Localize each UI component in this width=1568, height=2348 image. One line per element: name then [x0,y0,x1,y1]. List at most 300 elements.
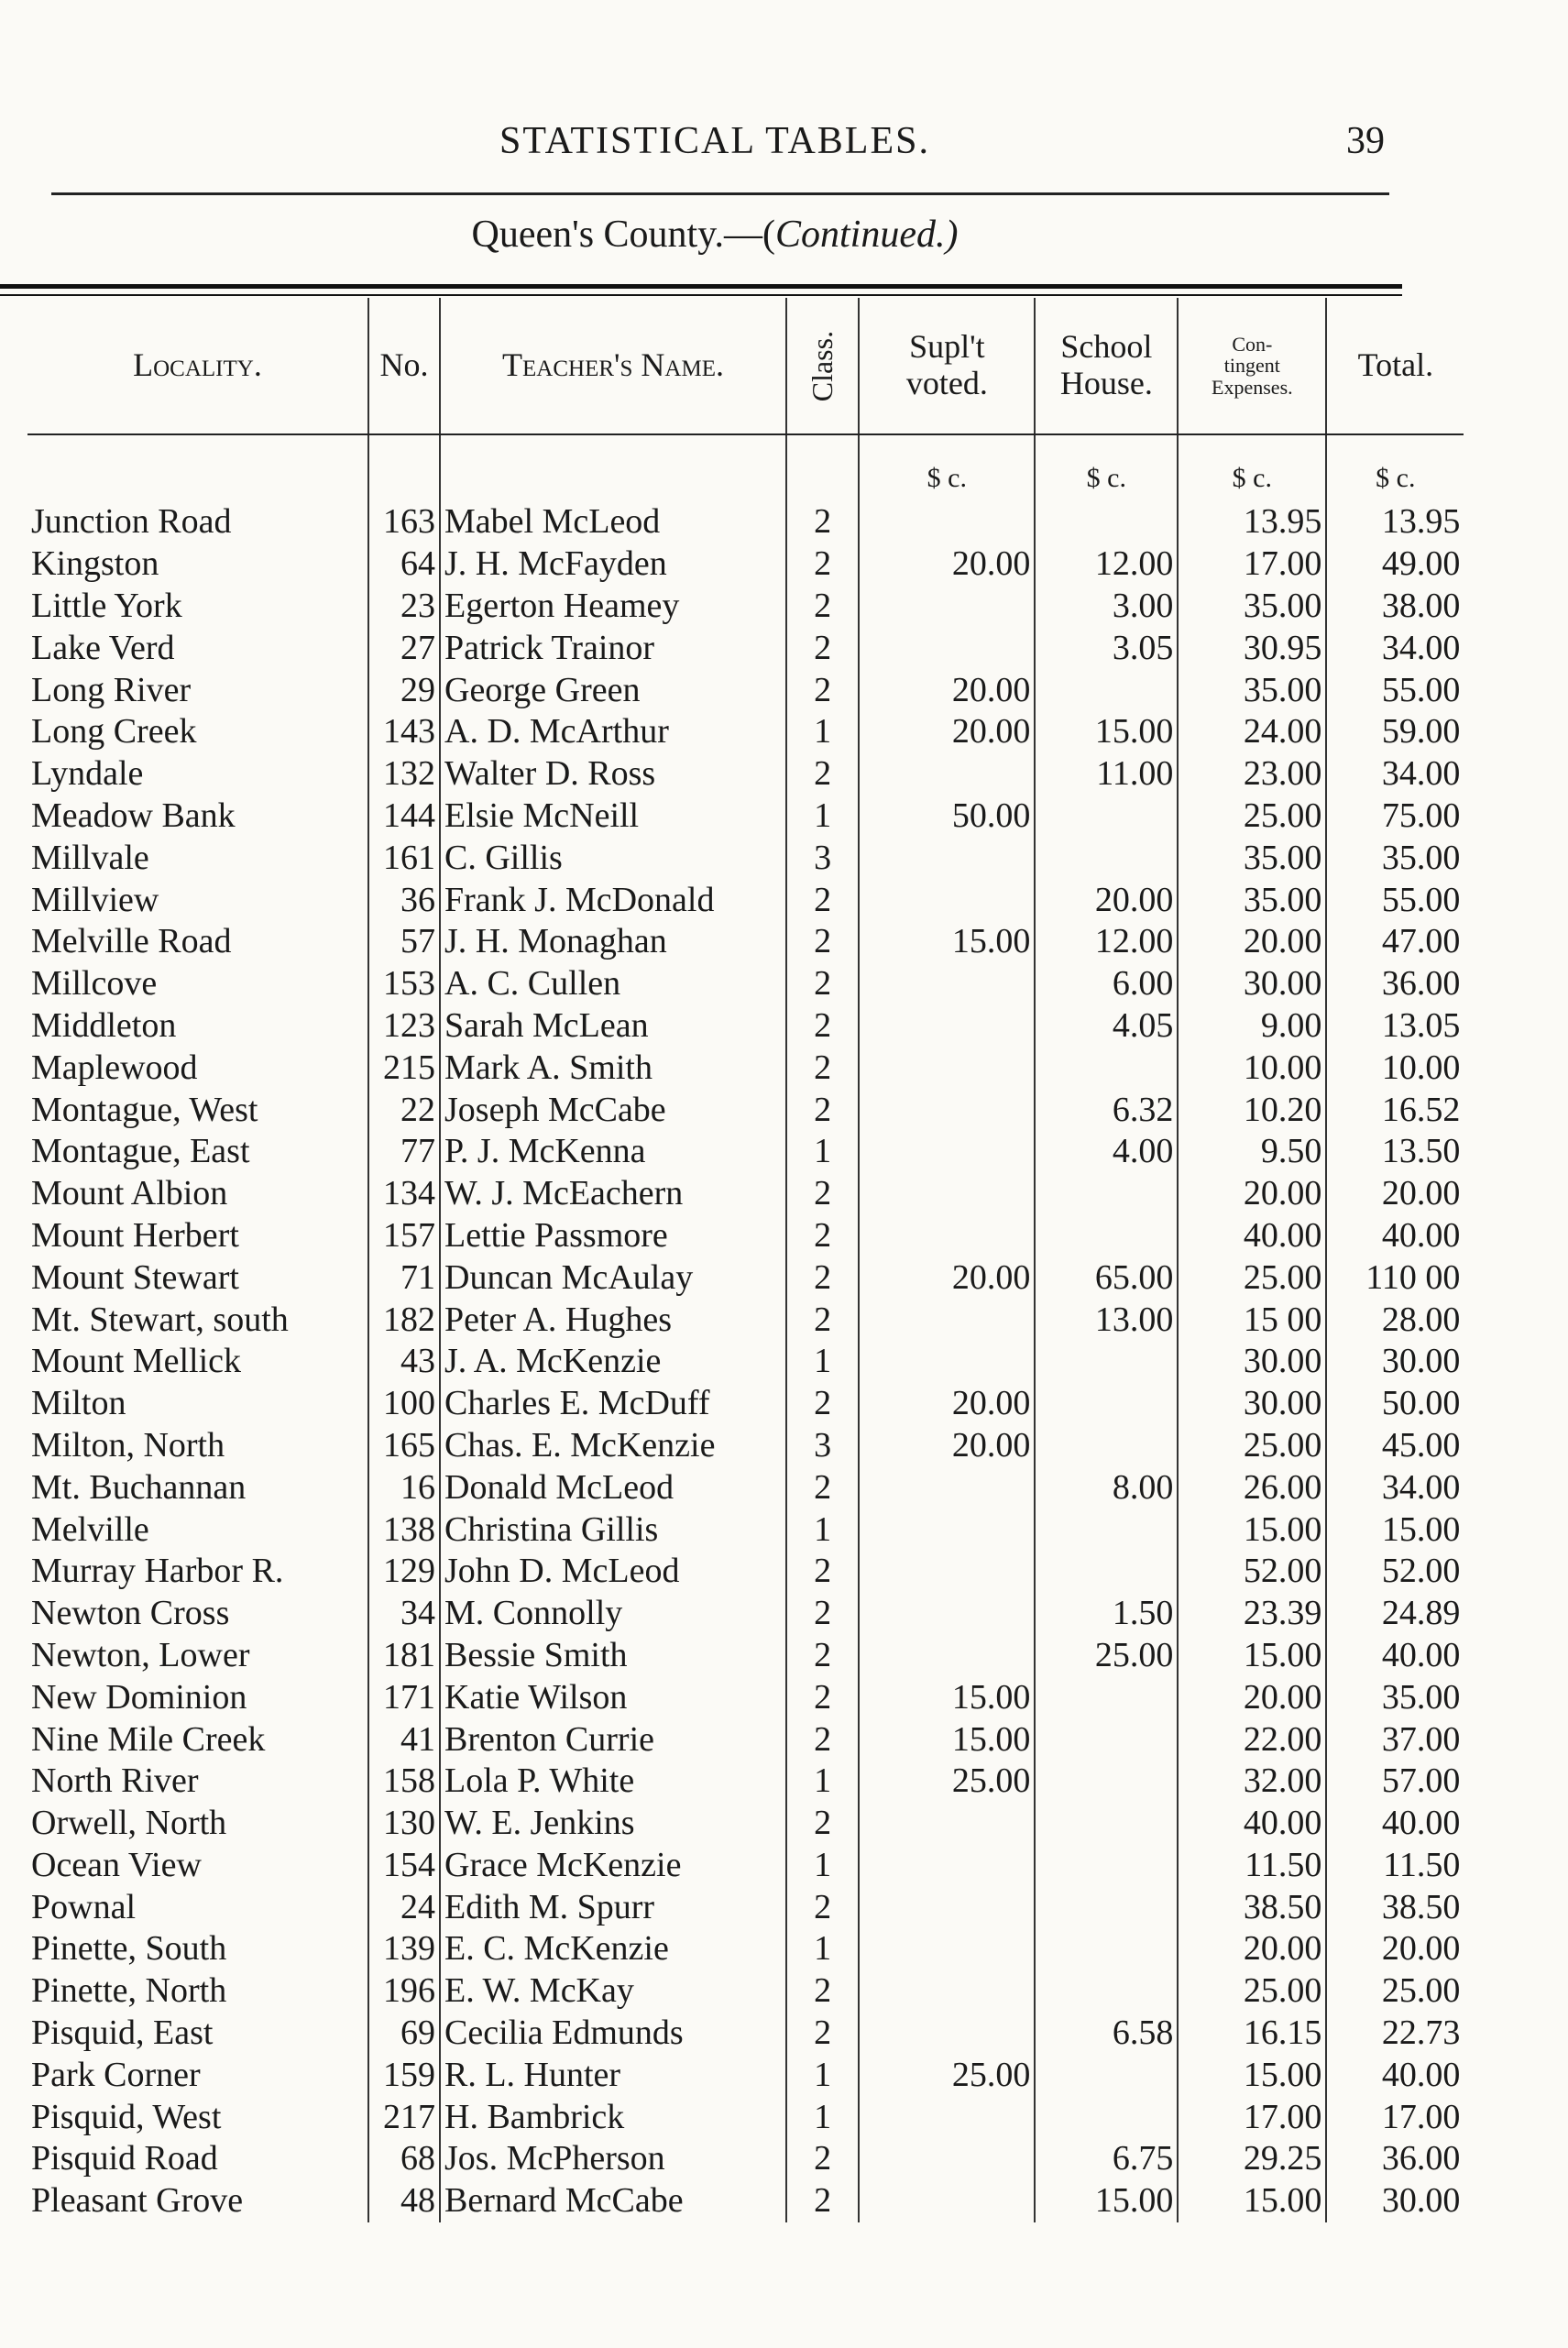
table-row [27,1928,1464,1970]
class-cell: 1 [786,1131,859,1173]
contingent-cell: 20.00 [1178,1928,1326,1970]
teacher-name-cell: Joseph McCabe [440,1089,786,1131]
class-cell: 2 [786,1047,859,1089]
supl-voted-cell: 20.00 [859,711,1035,753]
teacher-name-cell: E. W. McKay [440,1970,786,2013]
class-cell: 2 [786,963,859,1005]
contingent-cell: 29.25 [1178,2138,1326,2180]
contingent-cell: 30.00 [1178,963,1326,1005]
table-row [27,2054,1464,2096]
teacher-name-cell: Donald McLeod [440,1466,786,1509]
contingent-cell: 15 00 [1178,1299,1326,1341]
col-header-supl-line2: voted. [905,365,988,401]
school-house-cell: 3.00 [1035,586,1178,628]
units-cell-empty [786,434,859,501]
locality-cell: Newton Cross [31,1594,230,1633]
supl-voted-cell [859,2138,1035,2180]
school-house-cell [1035,1215,1178,1257]
teacher-name-cell: Peter A. Hughes [440,1299,786,1341]
school-number-cell: 57 [368,921,440,963]
school-house-cell: 13.00 [1035,1299,1178,1341]
school-number-cell: 100 [368,1383,440,1425]
class-cell: 1 [786,1509,859,1551]
contingent-cell: 35.00 [1178,837,1326,879]
class-cell: 1 [786,1845,859,1887]
teacher-name-cell: Bessie Smith [440,1635,786,1677]
table-row [27,1383,1464,1425]
table-row [27,1509,1464,1551]
supl-voted-cell [859,1886,1035,1928]
school-number-cell: 153 [368,963,440,1005]
table-row [27,1005,1464,1048]
total-cell: 40.00 [1326,1803,1464,1845]
school-house-cell [1035,1047,1178,1089]
table-row [27,543,1464,586]
total-cell: 24.89 [1326,1593,1464,1635]
total-cell: 34.00 [1326,1466,1464,1509]
units-row [27,434,1464,501]
school-house-cell: 6.00 [1035,963,1178,1005]
locality-cell: Lake Verd [31,628,175,667]
locality-cell: Pownal [31,1887,136,1926]
total-cell: 28.00 [1326,1299,1464,1341]
school-house-cell [1035,2054,1178,2096]
teacher-name-cell: Mark A. Smith [440,1047,786,1089]
teacher-name-cell: Elsie McNeill [440,795,786,838]
school-number-cell: 144 [368,795,440,838]
school-number-cell: 158 [368,1761,440,1803]
school-number-cell: 157 [368,1215,440,1257]
table-row [27,501,1464,543]
school-number-cell: 134 [368,1173,440,1215]
teacher-name-cell: Bernard McCabe [440,2180,786,2222]
col-header-no: No. [368,298,440,434]
contingent-cell: 22.00 [1178,1718,1326,1761]
teacher-name-cell: J. A. McKenzie [440,1341,786,1383]
supl-voted-cell [859,2096,1035,2138]
class-cell: 2 [786,1215,859,1257]
teacher-name-cell: W. E. Jenkins [440,1803,786,1845]
class-cell: 2 [786,1676,859,1718]
teacher-name-cell: C. Gillis [440,837,786,879]
class-cell: 2 [786,669,859,711]
teacher-name-cell: H. Bambrick [440,2096,786,2138]
teacher-name-cell: Duncan McAulay [440,1256,786,1299]
subtitle-main: Queen's County.—( [471,214,775,256]
total-cell: 57.00 [1326,1761,1464,1803]
locality-cell: Kingston [31,544,159,584]
school-house-cell [1035,1425,1178,1467]
teacher-name-cell: Jos. McPherson [440,2138,786,2180]
locality-cell: Melville Road [31,922,232,961]
locality-cell: Montague, East [31,1132,250,1171]
locality-cell: Long River [31,670,192,709]
locality-cell: Maplewood [31,1048,198,1087]
table-row [27,1341,1464,1383]
total-cell: 34.00 [1326,753,1464,795]
school-house-cell [1035,795,1178,838]
school-number-cell: 196 [368,1970,440,2013]
teacher-name-cell: Brenton Currie [440,1718,786,1761]
total-cell: 13.95 [1326,501,1464,543]
school-house-cell [1035,1928,1178,1970]
contingent-cell: 35.00 [1178,586,1326,628]
school-house-cell [1035,1886,1178,1928]
class-cell: 3 [786,837,859,879]
school-number-cell: 138 [368,1509,440,1551]
table-row [27,1425,1464,1467]
teacher-name-cell: Katie Wilson [440,1676,786,1718]
school-number-cell: 159 [368,2054,440,2096]
table-row [27,879,1464,921]
table-row [27,753,1464,795]
col-header-class-label: Class. [806,331,839,402]
table-row [27,1299,1464,1341]
teacher-name-cell: Mabel McLeod [440,501,786,543]
locality-cell: Melville [31,1509,149,1549]
class-cell: 2 [786,1635,859,1677]
supl-voted-cell: 25.00 [859,1761,1035,1803]
table-row [27,1215,1464,1257]
contingent-cell: 30.00 [1178,1383,1326,1425]
locality-cell: Park Corner [31,2055,201,2094]
table-row [27,1803,1464,1845]
contingent-cell: 35.00 [1178,669,1326,711]
locality-cell: Mt. Stewart, south [31,1300,289,1339]
class-cell: 2 [786,1970,859,2013]
supl-voted-cell [859,1047,1035,1089]
units-total: $ c. [1326,434,1464,501]
class-cell: 2 [786,753,859,795]
supl-voted-cell [859,837,1035,879]
total-cell: 25.00 [1326,1970,1464,2013]
teacher-name-cell: J. H. Monaghan [440,921,786,963]
class-cell: 2 [786,543,859,586]
school-house-cell: 12.00 [1035,543,1178,586]
teacher-name-cell: A. C. Cullen [440,963,786,1005]
class-cell: 2 [786,1299,859,1341]
subtitle-continued: Continued.) [774,214,959,256]
table-row [27,1551,1464,1593]
total-cell: 22.73 [1326,2013,1464,2055]
school-house-cell [1035,1718,1178,1761]
class-cell: 2 [786,1466,859,1509]
locality-cell: Murray Harbor R. [31,1552,284,1591]
contingent-cell: 13.95 [1178,501,1326,543]
school-number-cell: 181 [368,1635,440,1677]
total-cell: 40.00 [1326,2054,1464,2096]
class-cell: 2 [786,1173,859,1215]
teacher-name-cell: Frank J. McDonald [440,879,786,921]
locality-cell: Ocean View [31,1845,202,1884]
class-cell: 1 [786,1341,859,1383]
school-house-cell [1035,1173,1178,1215]
teacher-name-cell: Lola P. White [440,1761,786,1803]
table-header-row [27,298,1464,434]
contingent-cell: 23.39 [1178,1593,1326,1635]
total-cell: 11.50 [1326,1845,1464,1887]
supl-voted-cell [859,1341,1035,1383]
table-row [27,2096,1464,2138]
locality-cell: Junction Road [31,502,232,542]
supl-voted-cell [859,627,1035,669]
locality-cell: Pinette, North [31,1971,227,2011]
locality-cell: Milton [31,1384,126,1423]
statistics-table [27,298,1464,2222]
col-header-house-line1: School [1060,328,1153,366]
school-house-cell [1035,1676,1178,1718]
supl-voted-cell [859,1551,1035,1593]
class-cell: 2 [786,627,859,669]
table-row [27,1173,1464,1215]
contingent-cell: 11.50 [1178,1845,1326,1887]
locality-cell: Pisquid, East [31,2013,214,2053]
table-top-rule [0,284,1402,296]
col-header-teacher: Teacher's Name. [440,298,786,434]
contingent-cell: 23.00 [1178,753,1326,795]
contingent-cell: 38.50 [1178,1886,1326,1928]
total-cell: 75.00 [1326,795,1464,838]
school-number-cell: 217 [368,2096,440,2138]
supl-voted-cell [859,1928,1035,1970]
total-cell: 13.50 [1326,1131,1464,1173]
units-cell-empty [440,434,786,501]
supl-voted-cell [859,1970,1035,2013]
table-row [27,1131,1464,1173]
total-cell: 17.00 [1326,2096,1464,2138]
units-supl: $ c. [859,434,1035,501]
total-cell: 36.00 [1326,963,1464,1005]
col-header-house [1035,298,1178,434]
school-house-cell: 65.00 [1035,1256,1178,1299]
class-cell: 3 [786,1425,859,1467]
table-row [27,2013,1464,2055]
locality-cell: Mount Albion [31,1174,228,1213]
teacher-name-cell: Egerton Heamey [440,586,786,628]
school-house-cell: 6.58 [1035,2013,1178,2055]
locality-cell: Orwell, North [31,1804,227,1843]
school-house-cell [1035,1803,1178,1845]
supl-voted-cell [859,1593,1035,1635]
school-house-cell [1035,1845,1178,1887]
contingent-cell: 25.00 [1178,1970,1326,2013]
total-cell: 55.00 [1326,879,1464,921]
supl-voted-cell: 20.00 [859,1383,1035,1425]
teacher-name-cell: Cecilia Edmunds [440,2013,786,2055]
school-number-cell: 48 [368,2180,440,2222]
class-cell: 1 [786,2054,859,2096]
supl-voted-cell [859,1635,1035,1677]
table-row [27,1845,1464,1887]
table-row [27,2180,1464,2222]
class-cell: 2 [786,586,859,628]
total-cell: 47.00 [1326,921,1464,963]
contingent-cell: 15.00 [1178,1635,1326,1677]
col-header-cont-line2: tingent [1223,354,1280,378]
locality-cell: Mount Stewart [31,1257,239,1297]
school-number-cell: 77 [368,1131,440,1173]
school-house-cell: 6.75 [1035,2138,1178,2180]
supl-voted-cell [859,1299,1035,1341]
teacher-name-cell: E. C. McKenzie [440,1928,786,1970]
col-header-total: Total. [1326,298,1464,434]
school-number-cell: 43 [368,1341,440,1383]
col-header-house-line2: House. [1059,365,1153,401]
school-house-cell [1035,669,1178,711]
locality-cell: Milton, North [31,1425,225,1465]
teacher-name-cell: Lettie Passmore [440,1215,786,1257]
table-row [27,1718,1464,1761]
total-cell: 49.00 [1326,543,1464,586]
school-house-cell: 4.00 [1035,1131,1178,1173]
running-title: STATISTICAL TABLES. [499,120,930,162]
school-number-cell: 36 [368,879,440,921]
total-cell: 55.00 [1326,669,1464,711]
table-row [27,921,1464,963]
supl-voted-cell: 50.00 [859,795,1035,838]
school-number-cell: 182 [368,1299,440,1341]
table-row [27,1466,1464,1509]
total-cell: 110 00 [1326,1256,1464,1299]
table-row [27,1676,1464,1718]
total-cell: 40.00 [1326,1215,1464,1257]
class-cell: 2 [786,1886,859,1928]
teacher-name-cell: George Green [440,669,786,711]
table-row [27,1635,1464,1677]
table-row [27,669,1464,711]
locality-cell: Millcove [31,964,158,1004]
class-cell: 1 [786,1928,859,1970]
table-row [27,711,1464,753]
class-cell: 1 [786,1761,859,1803]
school-house-cell [1035,1341,1178,1383]
locality-cell: Nine Mile Creek [31,1719,266,1759]
total-cell: 45.00 [1326,1425,1464,1467]
school-number-cell: 24 [368,1886,440,1928]
table-row [27,2138,1464,2180]
total-cell: 50.00 [1326,1383,1464,1425]
school-number-cell: 22 [368,1089,440,1131]
class-cell: 2 [786,1383,859,1425]
table-row [27,1256,1464,1299]
table-row [27,586,1464,628]
locality-cell: Meadow Bank [31,795,236,835]
class-cell: 2 [786,1089,859,1131]
contingent-cell: 25.00 [1178,795,1326,838]
school-house-cell: 11.00 [1035,753,1178,795]
header-rule [51,192,1389,195]
locality-cell: Pinette, South [31,1929,227,1969]
school-number-cell: 161 [368,837,440,879]
locality-cell: North River [31,1761,199,1801]
col-header-contingent [1178,298,1326,434]
locality-cell: Lyndale [31,754,144,794]
running-head [0,119,1568,165]
supl-voted-cell: 15.00 [859,1718,1035,1761]
supl-voted-cell [859,2180,1035,2222]
class-cell: 2 [786,2013,859,2055]
table-row [27,627,1464,669]
contingent-cell: 17.00 [1178,2096,1326,2138]
contingent-cell: 9.00 [1178,1005,1326,1048]
total-cell: 59.00 [1326,711,1464,753]
contingent-cell: 15.00 [1178,1509,1326,1551]
supl-voted-cell [859,501,1035,543]
class-cell: 1 [786,2096,859,2138]
teacher-name-cell: Sarah McLean [440,1005,786,1048]
locality-cell: Mount Mellick [31,1342,242,1381]
teacher-name-cell: R. L. Hunter [440,2054,786,2096]
teacher-name-cell: John D. McLeod [440,1551,786,1593]
total-cell: 16.52 [1326,1089,1464,1131]
locality-cell: Montague, West [31,1090,258,1129]
contingent-cell: 35.00 [1178,879,1326,921]
class-cell: 2 [786,1718,859,1761]
supl-voted-cell [859,1803,1035,1845]
teacher-name-cell: Christina Gillis [440,1509,786,1551]
school-number-cell: 130 [368,1803,440,1845]
table-row [27,1047,1464,1089]
school-number-cell: 143 [368,711,440,753]
class-cell: 2 [786,879,859,921]
school-number-cell: 23 [368,586,440,628]
school-number-cell: 171 [368,1676,440,1718]
school-house-cell [1035,1761,1178,1803]
supl-voted-cell [859,879,1035,921]
teacher-name-cell: Chas. E. McKenzie [440,1425,786,1467]
col-header-cont-line1: Con- [1232,333,1273,357]
class-cell: 1 [786,711,859,753]
school-house-cell: 6.32 [1035,1089,1178,1131]
table-row [27,837,1464,879]
school-number-cell: 139 [368,1928,440,1970]
school-house-cell [1035,2096,1178,2138]
school-number-cell: 123 [368,1005,440,1048]
table-row [27,1089,1464,1131]
contingent-cell: 20.00 [1178,1173,1326,1215]
locality-cell: Middleton [31,1005,177,1045]
school-house-cell: 15.00 [1035,711,1178,753]
total-cell: 15.00 [1326,1509,1464,1551]
school-house-cell: 1.50 [1035,1593,1178,1635]
teacher-name-cell: W. J. McEachern [440,1173,786,1215]
table-body [27,434,1464,2222]
total-cell: 38.00 [1326,586,1464,628]
units-cont: $ c. [1178,434,1326,501]
contingent-cell: 52.00 [1178,1551,1326,1593]
total-cell: 36.00 [1326,2138,1464,2180]
col-header-supl-line1: Supl't [909,328,985,366]
total-cell: 34.00 [1326,627,1464,669]
contingent-cell: 20.00 [1178,1676,1326,1718]
school-house-cell: 3.05 [1035,627,1178,669]
supl-voted-cell: 15.00 [859,921,1035,963]
total-cell: 38.50 [1326,1886,1464,1928]
school-house-cell [1035,501,1178,543]
table-row [27,1970,1464,2013]
table-row [27,963,1464,1005]
class-cell: 2 [786,1593,859,1635]
total-cell: 35.00 [1326,837,1464,879]
locality-cell: Pisquid, West [31,2097,222,2136]
school-number-cell: 132 [368,753,440,795]
teacher-name-cell: A. D. McArthur [440,711,786,753]
contingent-cell: 40.00 [1178,1803,1326,1845]
school-number-cell: 215 [368,1047,440,1089]
units-house: $ c. [1035,434,1178,501]
contingent-cell: 30.00 [1178,1341,1326,1383]
contingent-cell: 26.00 [1178,1466,1326,1509]
